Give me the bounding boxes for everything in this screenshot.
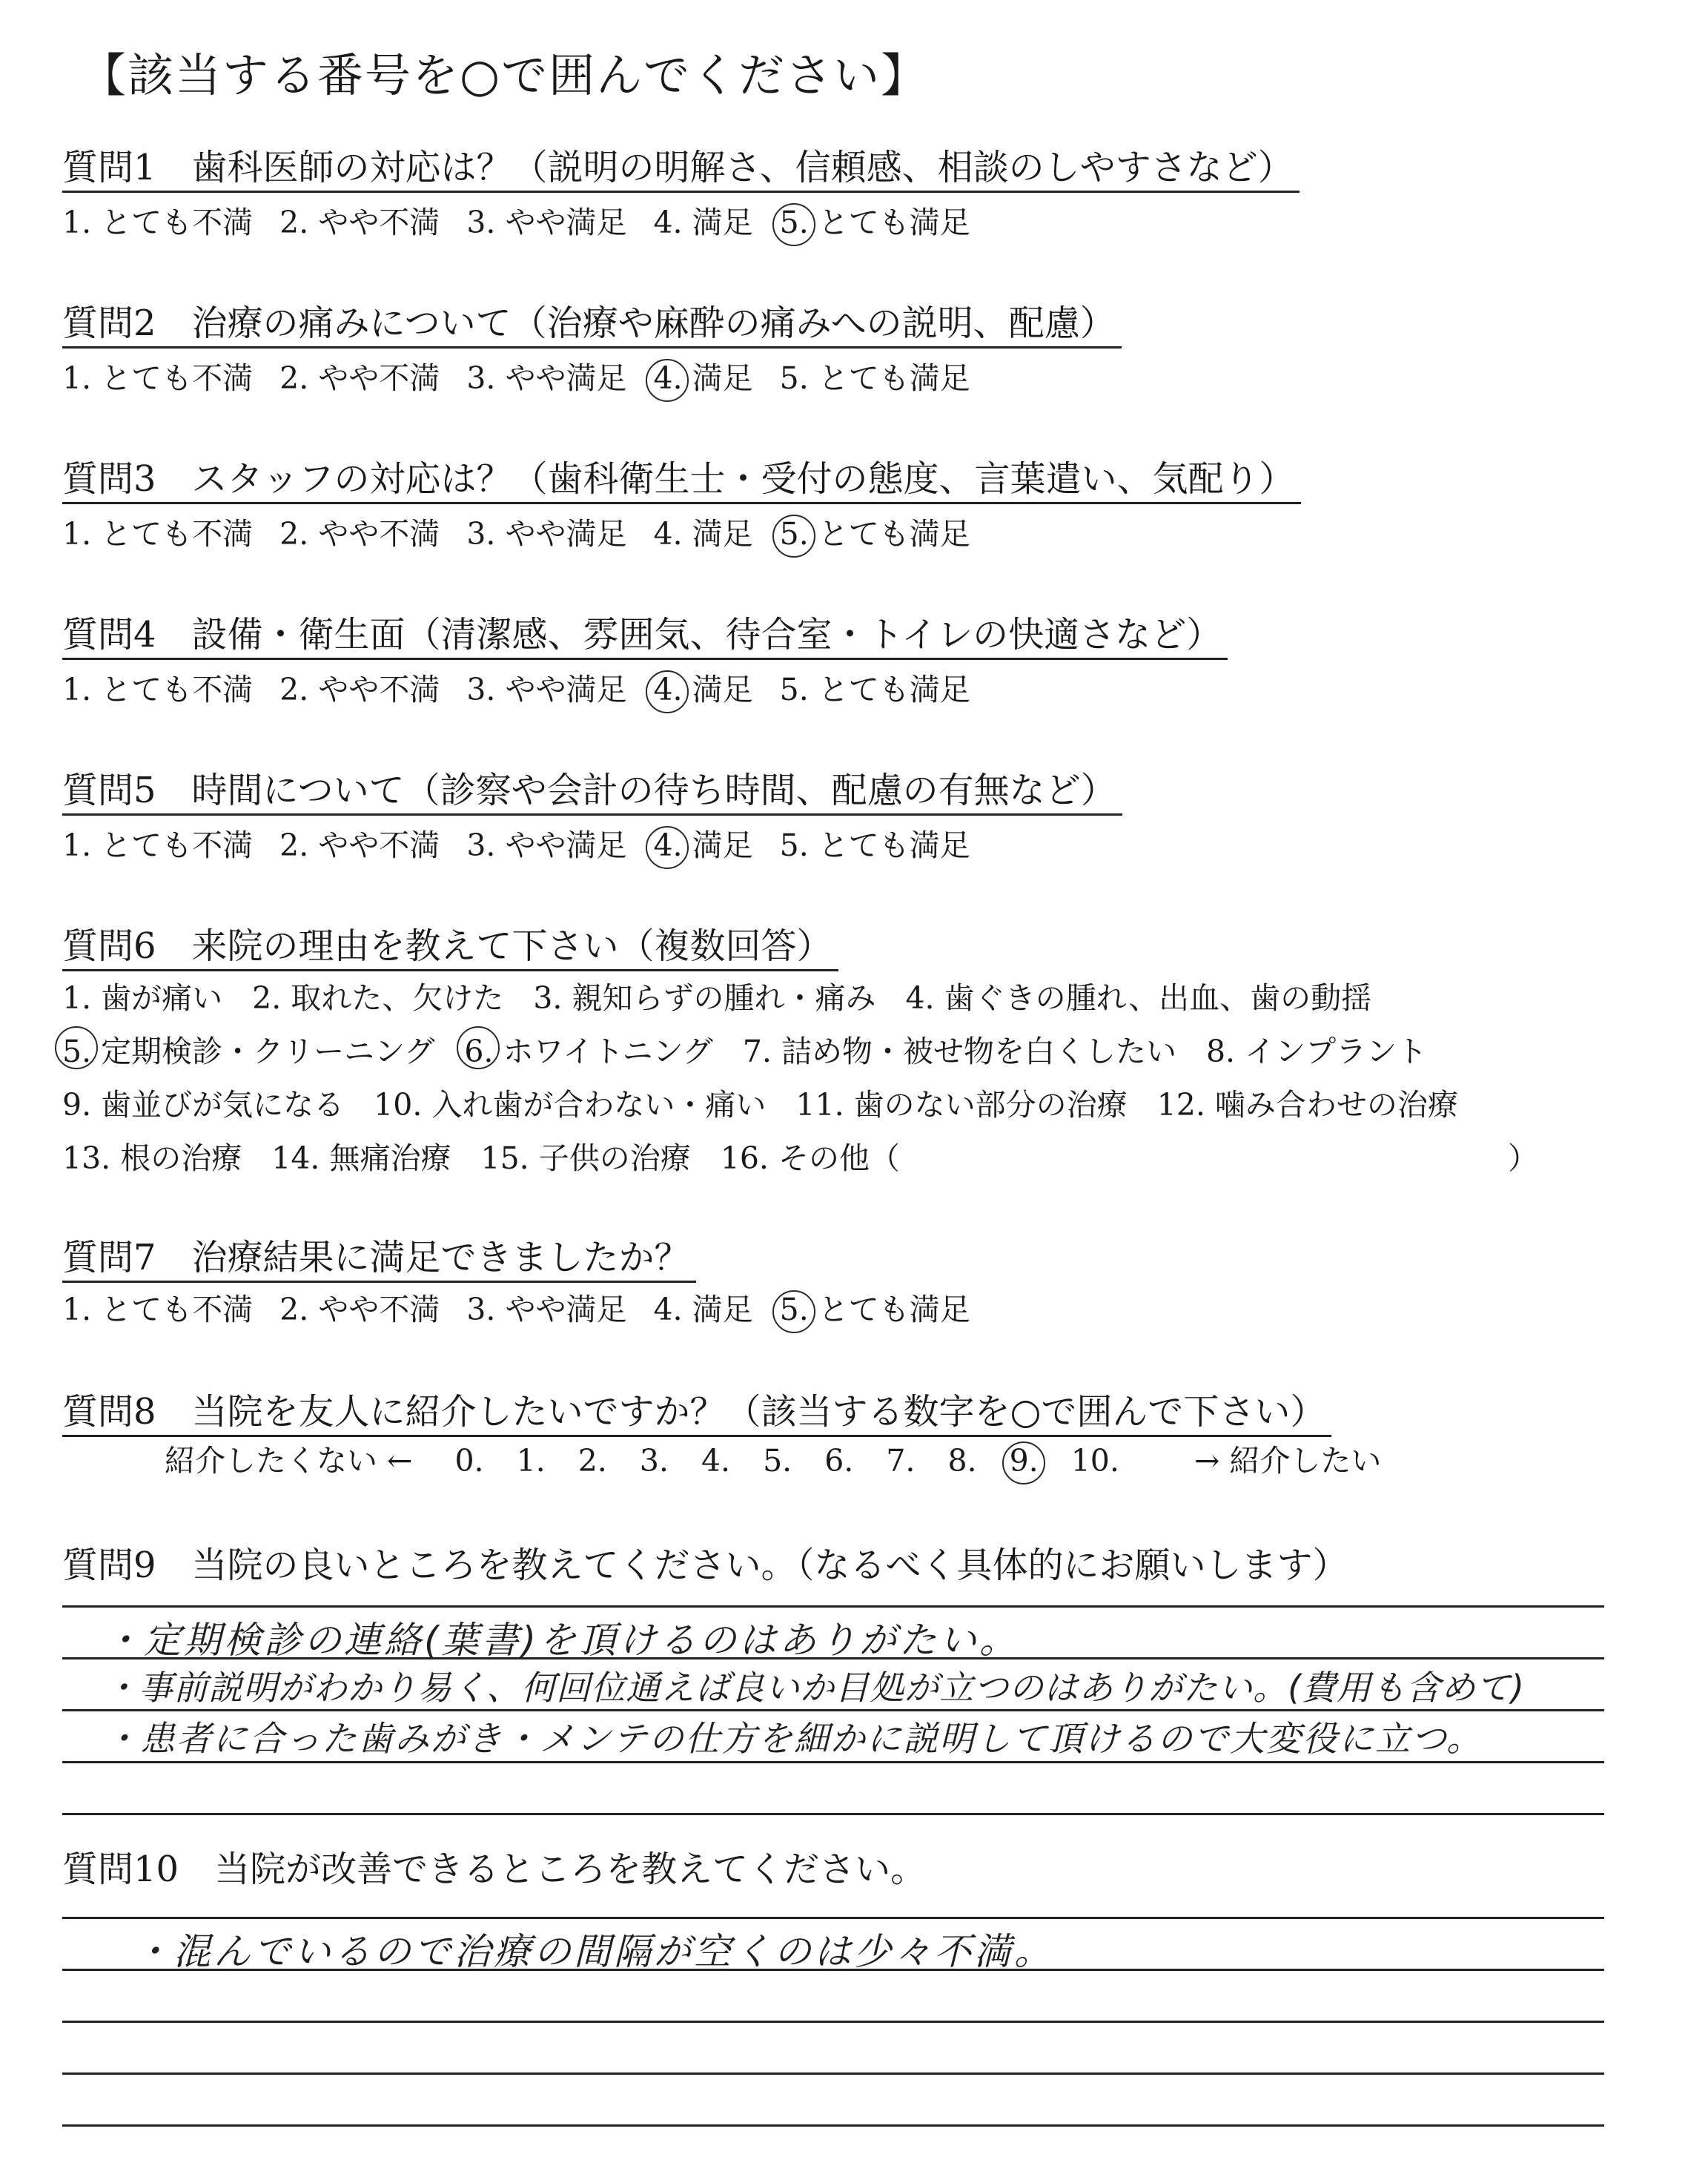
q6-option[interactable]: 11. 歯のない部分の治療 — [795, 1087, 1128, 1123]
option-5[interactable]: 5. とても満足 — [779, 828, 970, 863]
option-3[interactable]: 3. やや満足 — [466, 828, 627, 863]
question-2-heading: 質問2 治療の痛みについて（治療や麻酔の痛みへの説明、配慮） — [62, 300, 1122, 349]
option-5[interactable]: 5. とても満足 — [780, 513, 970, 555]
answer-line — [62, 1761, 1604, 1763]
q9-answer-2: ・事前説明がわかり易く、何回位通えば良いか目処が立つのはありがたい。(費用も含めて) — [104, 1668, 1525, 1708]
page-title: 【該当する番号を○で囲んでください】 — [80, 48, 929, 102]
q8-number-0[interactable]: 0. — [454, 1443, 484, 1479]
option-1[interactable]: 1. とても不満 — [62, 360, 254, 396]
option-4[interactable]: 4. 満足 — [653, 357, 752, 399]
q8-right-label: → 紹介したい — [1194, 1443, 1382, 1479]
q6-row-1 — [62, 971, 1568, 1025]
question-4-heading: 質問4 設備・衛生面（清潔感、雰囲気、待合室・トイレの快適さなど） — [62, 612, 1228, 660]
question-10-heading: 質問10 当院が改善できるところを教えてください。 — [62, 1849, 927, 1890]
q6-option[interactable]: 3. 親知らずの腫れ・痛み — [533, 980, 876, 1016]
option-5[interactable]: 5. とても満足 — [779, 672, 970, 707]
q9-answer-1: ・定期検診の連絡(葉書)を頂けるのはありがたい。 — [104, 1619, 1020, 1662]
q8-number-8[interactable]: 8. — [947, 1443, 977, 1479]
q6-option[interactable]: 9. 歯並びが気になる — [62, 1087, 345, 1123]
question-8-scale — [165, 1440, 1414, 1482]
q8-number-1[interactable]: 1. — [516, 1443, 546, 1479]
q6-option[interactable]: 2. 取れた、欠けた — [252, 980, 504, 1016]
question-2-options — [62, 357, 997, 399]
question-5-options — [62, 825, 997, 866]
option-1[interactable]: 1. とても不満 — [62, 1292, 254, 1327]
q6-option[interactable]: 14. 無痛治療 — [271, 1140, 451, 1176]
question-6-heading: 質問6 来院の理由を教えて下さい（複数回答） — [62, 923, 838, 971]
q6-option[interactable]: ） — [1508, 1140, 1538, 1176]
option-2[interactable]: 2. やや不満 — [279, 360, 440, 396]
q6-row-2 — [62, 1025, 1568, 1078]
question-9-heading: 質問9 当院の良いところを教えてください。（なるべく具体的にお願いします） — [62, 1545, 1348, 1586]
answer-line — [62, 1605, 1604, 1608]
option-5[interactable]: 5. とても満足 — [780, 1289, 970, 1330]
option-2[interactable]: 2. やや不満 — [279, 205, 440, 240]
option-1[interactable]: 1. とても不満 — [62, 516, 254, 552]
question-6-options — [62, 971, 1568, 1185]
question-3-options — [62, 513, 997, 555]
question-7-heading: 質問7 治療結果に満足できましたか？ — [62, 1235, 696, 1283]
q9-answer-3: ・患者に合った歯みがき・メンテの仕方を細かに説明して頂けるので大変役に立つ。 — [104, 1719, 1483, 1760]
answer-line — [62, 2073, 1604, 2075]
q8-number-10[interactable]: 10. — [1070, 1443, 1119, 1479]
option-4[interactable]: 4. 満足 — [653, 669, 752, 710]
option-1[interactable]: 1. とても不満 — [62, 672, 254, 707]
q8-left-label: 紹介したくない ← — [165, 1443, 413, 1479]
q8-number-3[interactable]: 3. — [639, 1443, 669, 1479]
q6-row-3 — [62, 1078, 1568, 1132]
q6-option[interactable]: 6. ホワイトニング — [464, 1025, 712, 1078]
option-2[interactable]: 2. やや不満 — [279, 1292, 440, 1327]
q6-option[interactable]: 16. その他（ — [720, 1140, 900, 1176]
option-3[interactable]: 3. やや満足 — [466, 672, 627, 707]
answer-line — [62, 2021, 1604, 2023]
q8-numbers — [454, 1440, 1151, 1482]
q6-option[interactable]: 15. 子供の治療 — [480, 1140, 691, 1176]
question-7-options — [62, 1289, 997, 1330]
q6-option[interactable]: 12. 噛み合わせの治療 — [1156, 1087, 1458, 1123]
question-3-heading: 質問3 スタッフの対応は？（歯科衛生士・受付の態度、言葉遣い、気配り） — [62, 456, 1301, 504]
q6-option[interactable]: 5. 定期検診・クリーニング — [62, 1025, 434, 1078]
option-4[interactable]: 4. 満足 — [653, 825, 752, 866]
option-2[interactable]: 2. やや不満 — [279, 672, 440, 707]
q6-option[interactable]: 1. 歯が痛い — [62, 980, 223, 1016]
q6-option[interactable]: 13. 根の治療 — [62, 1140, 242, 1176]
question-5-heading: 質問5 時間について（診察や会計の待ち時間、配慮の有無など） — [62, 767, 1122, 816]
question-1-options — [62, 202, 997, 243]
option-5[interactable]: 5. とても満足 — [779, 360, 970, 396]
question-4-options — [62, 669, 997, 710]
option-1[interactable]: 1. とても不満 — [62, 828, 254, 863]
q8-number-9[interactable]: 9. — [1010, 1440, 1039, 1482]
option-2[interactable]: 2. やや不満 — [279, 516, 440, 552]
answer-line — [62, 1917, 1604, 1919]
option-2[interactable]: 2. やや不満 — [279, 828, 440, 863]
option-5[interactable]: 5. とても満足 — [780, 202, 970, 243]
answer-line — [62, 2124, 1604, 2127]
q6-option[interactable]: 10. 入れ歯が合わない・痛い — [374, 1087, 767, 1123]
q8-number-6[interactable]: 6. — [824, 1443, 854, 1479]
q8-number-7[interactable]: 7. — [886, 1443, 916, 1479]
question-8-heading: 質問8 当院を友人に紹介したいですか？（該当する数字を○で囲んで下さい） — [62, 1389, 1331, 1437]
q10-answer-1: ・混んでいるので治療の間隔が空くのは少々不満。 — [133, 1930, 1054, 1973]
q8-number-2[interactable]: 2. — [577, 1443, 607, 1479]
option-3[interactable]: 3. やや満足 — [466, 516, 627, 552]
option-4[interactable]: 4. 満足 — [653, 1292, 753, 1327]
option-4[interactable]: 4. 満足 — [653, 516, 753, 552]
q6-row-4 — [62, 1132, 1568, 1185]
q6-option[interactable]: 4. 歯ぐきの腫れ、出血、歯の動揺 — [905, 980, 1372, 1016]
option-3[interactable]: 3. やや満足 — [466, 205, 627, 240]
q8-number-5[interactable]: 5. — [763, 1443, 792, 1479]
q6-option[interactable]: 7. 詰め物・被せ物を白くしたい — [742, 1034, 1176, 1069]
q8-number-4[interactable]: 4. — [701, 1443, 731, 1479]
option-1[interactable]: 1. とても不満 — [62, 205, 254, 240]
option-3[interactable]: 3. やや満足 — [466, 1292, 627, 1327]
q6-option[interactable]: 8. インプラント — [1205, 1034, 1428, 1069]
answer-line — [62, 1813, 1604, 1815]
option-4[interactable]: 4. 満足 — [653, 205, 753, 240]
option-3[interactable]: 3. やや満足 — [466, 360, 627, 396]
question-1-heading: 質問1 歯科医師の対応は？（説明の明解さ、信頼感、相談のしやすさなど） — [62, 145, 1300, 193]
